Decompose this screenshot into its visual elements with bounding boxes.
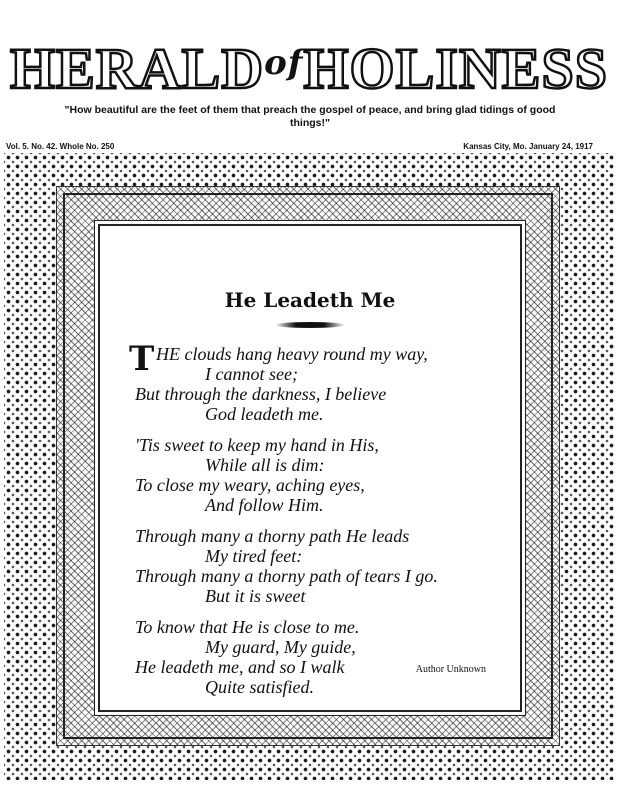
poem-title: He Leadeth Me [224,288,396,312]
poem-line: I cannot see; [205,364,298,384]
issue-info: Vol. 5. No. 42. Whole No. 250 [6,142,115,151]
poem-attribution: Author Unknown [415,664,486,675]
outer-decorative-border [4,153,614,780]
poem-panel [98,224,522,712]
poem-line: To close my weary, aching eyes, [135,475,365,495]
poem-line: To know that He is close to me. [135,617,360,637]
poem-line: 'Tis sweet to keep my hand in His, [135,435,379,455]
poem-line: Quite satisfied. [205,677,314,697]
masthead-title [0,36,618,101]
poem-line: But through the darkness, I believe [135,384,387,404]
poem-line: Through many a thorny path He leads [135,526,410,546]
poem-line: My guard, My guide, [205,637,356,657]
masthead-holiness: HOLINESS [303,36,609,101]
poem-line-text: HE clouds hang heavy round my way, [156,344,428,364]
stanza-2 [135,435,515,515]
poem-line: Through many a thorny path of tears I go. [135,566,438,586]
poem-line: And follow Him. [205,495,324,515]
title-ornament [275,322,345,328]
stanza-4 [135,617,515,697]
dateline: Kansas City, Mo. January 24, 1917 [463,142,593,151]
poem-body [129,339,515,708]
poem-line: But it is sweet [205,586,306,606]
poem-line: My tired feet: [205,546,303,566]
poem-line: He leadeth me, and so I walk [135,657,345,677]
stanza-3 [135,526,515,606]
masthead-herald: HERALD [9,36,265,101]
drop-cap: T [129,339,155,379]
poem-line: While all is dim: [205,455,325,475]
masthead-motto: "How beautiful are the feet of them that preach the gospel of peace, and bring glad tidings of good things!" [64,104,556,129]
masthead-of: of [264,43,304,83]
inner-decorative-border [56,186,560,746]
poem-line: God leadeth me. [205,404,324,424]
stanza-1 [129,339,515,424]
